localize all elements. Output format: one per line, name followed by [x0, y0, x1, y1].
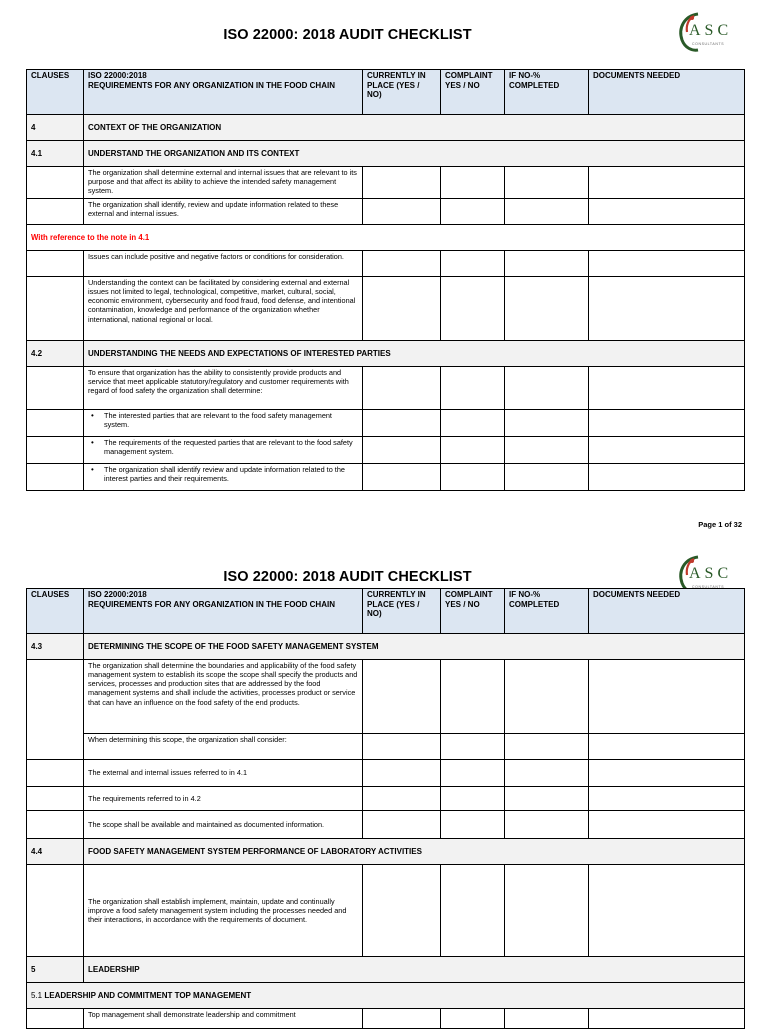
- requirement-text: Issues can include positive and negative factors or conditions for consideration.: [84, 251, 363, 277]
- complaint-cell[interactable]: [441, 734, 505, 760]
- page-title: ISO 22000: 2018 AUDIT CHECKLIST: [223, 27, 472, 43]
- bullet-item: • The requirements of the requested parties that are relevant to the food safety management system.: [84, 437, 363, 464]
- audit-table-page-2: [26, 588, 745, 1029]
- table-row: [27, 367, 745, 410]
- section-title: FOOD SAFETY MANAGEMENT SYSTEM PERFORMANCE OF LABORATORY ACTIVITIES: [84, 839, 745, 865]
- table-row: [27, 811, 745, 839]
- currently-cell[interactable]: [363, 787, 441, 811]
- header-complaint: COMPLAINT YES / NO: [441, 70, 505, 115]
- complaint-cell[interactable]: [441, 464, 505, 491]
- table-row: [27, 865, 745, 957]
- complaint-cell[interactable]: [441, 865, 505, 957]
- complaint-cell[interactable]: [441, 1009, 505, 1029]
- header-currently-in-place: CURRENTLY IN PLACE (YES / NO): [363, 589, 441, 634]
- header-requirements: ISO 22000:2018 REQUIREMENTS FOR ANY ORGANIZATION IN THE FOOD CHAIN: [84, 70, 363, 115]
- documents-cell[interactable]: [589, 167, 745, 199]
- documents-cell[interactable]: [589, 1009, 745, 1029]
- completed-cell[interactable]: [505, 277, 589, 341]
- completed-cell[interactable]: [505, 410, 589, 437]
- requirement-text: The organization shall identify, review and update information related to these external and internal issues.: [84, 199, 363, 225]
- documents-cell[interactable]: [589, 277, 745, 341]
- header-clauses: CLAUSES: [27, 589, 84, 634]
- currently-cell[interactable]: [363, 811, 441, 839]
- table-row: [27, 787, 745, 811]
- section-row: [27, 839, 745, 865]
- logo-tagline: CONSULTANTS: [692, 585, 725, 589]
- section-row: [27, 634, 745, 660]
- completed-cell[interactable]: [505, 167, 589, 199]
- section-row: [27, 341, 745, 367]
- logo-tagline: CONSULTANTS: [692, 42, 725, 46]
- bullet-item: • The organization shall identify review and update information related to the interest parties and their requirements.: [84, 464, 363, 491]
- requirement-text: The organization shall establish implement, maintain, update and continually improve a food safety management system including the processes needed and their interactions, in accordance with the requirements of document.: [84, 865, 363, 957]
- currently-cell[interactable]: [363, 410, 441, 437]
- header-if-no-completed: IF NO-% COMPLETED: [505, 70, 589, 115]
- completed-cell[interactable]: [505, 865, 589, 957]
- currently-cell[interactable]: [363, 734, 441, 760]
- requirement-text: When determining this scope, the organization shall consider:: [84, 734, 363, 760]
- logo-letters: ASC: [689, 22, 733, 39]
- header-documents-needed: DOCUMENTS NEEDED: [589, 70, 745, 115]
- section-title: 5.1 LEADERSHIP AND COMMITMENT TOP MANAGEMENT: [27, 983, 745, 1009]
- table-row: [27, 167, 745, 199]
- section-clause: 4.1: [27, 141, 84, 167]
- table-row: [27, 410, 745, 437]
- currently-cell[interactable]: [363, 251, 441, 277]
- table-header-row: [27, 589, 745, 634]
- complaint-cell[interactable]: [441, 811, 505, 839]
- completed-cell[interactable]: [505, 734, 589, 760]
- header-if-no-completed: IF NO-% COMPLETED: [505, 589, 589, 634]
- asc-logo: [676, 10, 742, 54]
- note-text: With reference to the note in 4.1: [27, 225, 745, 251]
- table-row: [27, 277, 745, 341]
- requirement-text: Understanding the context can be facilitated by considering external and external issues not limited to legal, technological, competitive, market, cultural, social, economic environment, cybersecurity and food fraud, food defense, and intentional contamination, knowledge and performance of the organization whether international, national regional or local.: [84, 277, 363, 341]
- currently-cell[interactable]: [363, 760, 441, 787]
- header-documents-needed: DOCUMENTS NEEDED: [589, 589, 745, 634]
- requirement-text: The organization shall determine the boundaries and applicability of the food safety management system to establish its scope the scope shall specify the products and services, processes and production sites that are addressed by the food management systems and shall include the activities, processes product or service that can have an influence on the food safety of the end products.: [84, 660, 363, 734]
- header-clauses: CLAUSES: [27, 70, 84, 115]
- documents-cell[interactable]: [589, 464, 745, 491]
- section-title: LEADERSHIP: [84, 957, 745, 983]
- complaint-cell[interactable]: [441, 251, 505, 277]
- section-clause: 4.4: [27, 839, 84, 865]
- table-row: [27, 760, 745, 787]
- section-row: [27, 983, 745, 1009]
- currently-cell[interactable]: [363, 865, 441, 957]
- complaint-cell[interactable]: [441, 437, 505, 464]
- documents-cell[interactable]: [589, 865, 745, 957]
- completed-cell[interactable]: [505, 367, 589, 410]
- completed-cell[interactable]: [505, 787, 589, 811]
- section-row: [27, 957, 745, 983]
- section-title: DETERMINING THE SCOPE OF THE FOOD SAFETY MANAGEMENT SYSTEM: [84, 634, 745, 660]
- currently-cell[interactable]: [363, 277, 441, 341]
- table-row: [27, 464, 745, 491]
- header-requirements: ISO 22000:2018 REQUIREMENTS FOR ANY ORGANIZATION IN THE FOOD CHAIN: [84, 589, 363, 634]
- table-row: [27, 199, 745, 225]
- complaint-cell[interactable]: [441, 760, 505, 787]
- completed-cell[interactable]: [505, 251, 589, 277]
- completed-cell[interactable]: [505, 811, 589, 839]
- table-row: [27, 437, 745, 464]
- documents-cell[interactable]: [589, 787, 745, 811]
- page-title: ISO 22000: 2018 AUDIT CHECKLIST: [223, 569, 472, 585]
- complaint-cell[interactable]: [441, 199, 505, 225]
- requirement-text: The scope shall be available and maintained as documented information.: [84, 811, 363, 839]
- documents-cell[interactable]: [589, 437, 745, 464]
- complaint-cell[interactable]: [441, 787, 505, 811]
- section-clause: 4.3: [27, 634, 84, 660]
- header-complaint: COMPLAINT YES / NO: [441, 589, 505, 634]
- currently-cell[interactable]: [363, 660, 441, 734]
- complaint-cell[interactable]: [441, 167, 505, 199]
- requirement-text: The requirements referred to in 4.2: [84, 787, 363, 811]
- complaint-cell[interactable]: [441, 367, 505, 410]
- section-clause: 5: [27, 957, 84, 983]
- table-row: [27, 251, 745, 277]
- currently-cell[interactable]: [363, 367, 441, 410]
- completed-cell[interactable]: [505, 464, 589, 491]
- currently-cell[interactable]: [363, 167, 441, 199]
- completed-cell[interactable]: [505, 437, 589, 464]
- complaint-cell[interactable]: [441, 410, 505, 437]
- table-header-row: [27, 70, 745, 115]
- section-title: UNDERSTAND THE ORGANIZATION AND ITS CONTEXT: [84, 141, 745, 167]
- documents-cell[interactable]: [589, 199, 745, 225]
- requirement-text: Top management shall demonstrate leadership and commitment: [84, 1009, 363, 1029]
- audit-table-page-1: [26, 69, 745, 491]
- header-currently-in-place: CURRENTLY IN PLACE (YES / NO): [363, 70, 441, 115]
- requirement-text: The organization shall determine external and internal issues that are relevant to its purpose and that affect its ability to achieve the intended safety management system.: [84, 167, 363, 199]
- currently-cell[interactable]: [363, 199, 441, 225]
- completed-cell[interactable]: [505, 1009, 589, 1029]
- table-row: [27, 660, 745, 734]
- documents-cell[interactable]: [589, 410, 745, 437]
- section-clause: 4: [27, 115, 84, 141]
- documents-cell[interactable]: [589, 251, 745, 277]
- complaint-cell[interactable]: [441, 660, 505, 734]
- table-row: [27, 734, 745, 760]
- documents-cell[interactable]: [589, 760, 745, 787]
- currently-cell[interactable]: [363, 437, 441, 464]
- completed-cell[interactable]: [505, 760, 589, 787]
- documents-cell[interactable]: [589, 367, 745, 410]
- table-row: [27, 1009, 745, 1029]
- completed-cell[interactable]: [505, 199, 589, 225]
- page-number: Page 1 of 32: [698, 520, 742, 529]
- requirement-text: The external and internal issues referred to in 4.1: [84, 760, 363, 787]
- currently-cell[interactable]: [363, 1009, 441, 1029]
- documents-cell[interactable]: [589, 811, 745, 839]
- logo-letters: ASC: [689, 565, 733, 582]
- section-row: [27, 141, 745, 167]
- documents-cell[interactable]: [589, 660, 745, 734]
- requirement-text: To ensure that organization has the ability to consistently provide products and service that meet applicable statutory/regulatory and customer requirements with regard of food safety the organization shall determine:: [84, 367, 363, 410]
- documents-cell[interactable]: [589, 734, 745, 760]
- currently-cell[interactable]: [363, 464, 441, 491]
- note-row: [27, 225, 745, 251]
- section-clause: 4.2: [27, 341, 84, 367]
- section-row: [27, 115, 745, 141]
- complaint-cell[interactable]: [441, 277, 505, 341]
- page-2: [0, 548, 768, 1024]
- section-title: UNDERSTANDING THE NEEDS AND EXPECTATIONS OF INTERESTED PARTIES: [84, 341, 745, 367]
- bullet-item: • The interested parties that are relevant to the food safety management system.: [84, 410, 363, 437]
- completed-cell[interactable]: [505, 660, 589, 734]
- section-title: CONTEXT OF THE ORGANIZATION: [84, 115, 745, 141]
